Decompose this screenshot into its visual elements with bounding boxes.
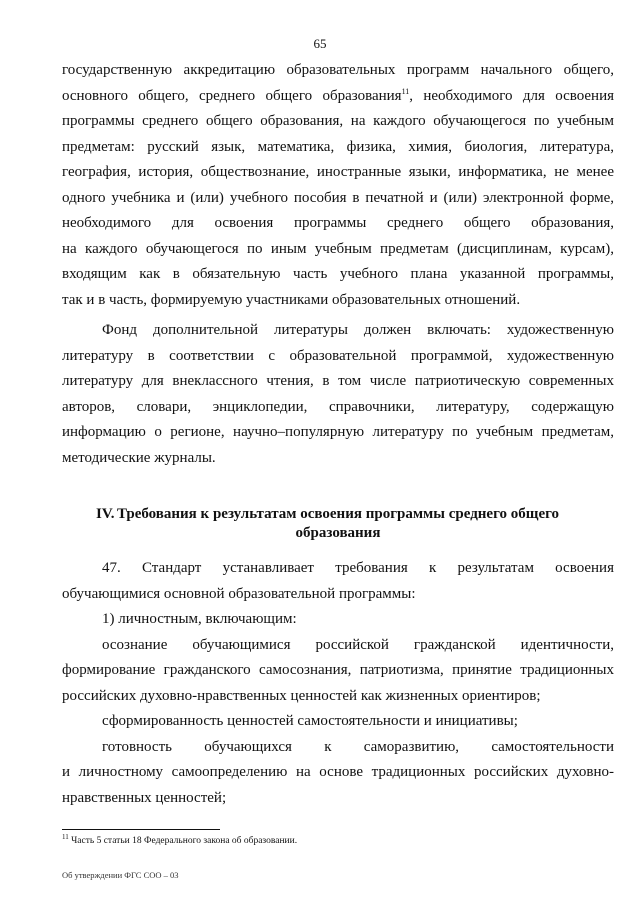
paragraph-continuation xyxy=(62,58,614,313)
text-line: предметам: русский язык, математика, физика, химия, биология, литература, xyxy=(62,138,614,155)
text-line: государственную аккредитацию образовательных программ начального общего, xyxy=(62,62,614,78)
text-line: обучающимися основной образовательной программы: xyxy=(62,585,416,602)
text-line: готовность обучающихся к саморазвитию, самостоятельности xyxy=(102,738,614,755)
text-fragment: основного общего, среднего общего образования xyxy=(62,87,402,104)
page-number: 65 xyxy=(313,36,327,51)
text-line xyxy=(62,84,614,110)
text-line: нравственных ценностей; xyxy=(62,789,227,806)
text-line: сформированность ценностей самостоятельности и инициативы; xyxy=(102,713,518,729)
footnote-reference: 11 xyxy=(401,86,410,96)
paragraph-requirements xyxy=(62,556,614,811)
text-line: российских духовно-нравственных ценностей как жизненных ориентиров; xyxy=(62,687,541,704)
text-line: 1) личностным, включающим: xyxy=(102,611,297,627)
text-line: формирование гражданского самосознания, патриотизма, принятие традиционных xyxy=(62,662,614,678)
text-line: география, история, обществознание, иностранные языки, информатика, не менее xyxy=(62,164,614,180)
text-line: авторов, словари, энциклопедии, справочники, литературу, содержащую xyxy=(62,398,614,415)
footnote-mark: 11 xyxy=(62,833,69,841)
text-fragment: , необходимого для освоения xyxy=(409,87,614,104)
text-line: литературу для внеклассного чтения, в том числе патриотическую современных xyxy=(62,373,614,389)
section-number: IV. xyxy=(96,506,115,522)
section-title-line: образования xyxy=(295,525,381,541)
section-heading xyxy=(62,505,614,543)
text-line: 47. Стандарт устанавливает требования к результатам освоения xyxy=(102,560,614,576)
text-line: одного учебника и (или) учебного пособия в печатной и (или) электронной форме, xyxy=(62,189,614,206)
page-footer: Об утверждении ФГС СОО – 03 xyxy=(62,870,179,880)
text-line: необходимого для освоения программы среднего общего образования, xyxy=(62,215,614,231)
section-title-line: Требования к результатам освоения программы среднего общего xyxy=(116,506,560,522)
paragraph-additional-literature xyxy=(62,318,614,471)
text-line: Фонд дополнительной литературы должен включать: художественную xyxy=(102,322,614,338)
text-line: входящим как в обязательную часть учебного плана указанной программы, xyxy=(62,266,614,282)
text-line: и личностному самоопределению на основе традиционных российских духовно- xyxy=(62,764,614,780)
footnote-divider xyxy=(62,829,220,830)
text-line: программы среднего общего образования, на каждого обучающегося по учебным xyxy=(62,113,614,129)
text-line: методические журналы. xyxy=(62,449,216,466)
text-line: литературу в соответствии с образовательной программой, художественную xyxy=(62,347,614,364)
footnote xyxy=(62,833,298,846)
text-line: осознание обучающимися российской гражданской идентичности, xyxy=(102,636,614,653)
footnote-text: Часть 5 статьи 18 Федерального закона об образовании. xyxy=(71,836,298,846)
text-line: на каждого обучающегося по иным учебным предметам (дисциплинам, курсам), xyxy=(62,240,614,257)
text-line: информацию о регионе, научно–популярную литературу по учебным предметам, xyxy=(62,424,614,440)
text-line: так и в часть, формируемую участниками образовательных отношений. xyxy=(62,291,521,308)
